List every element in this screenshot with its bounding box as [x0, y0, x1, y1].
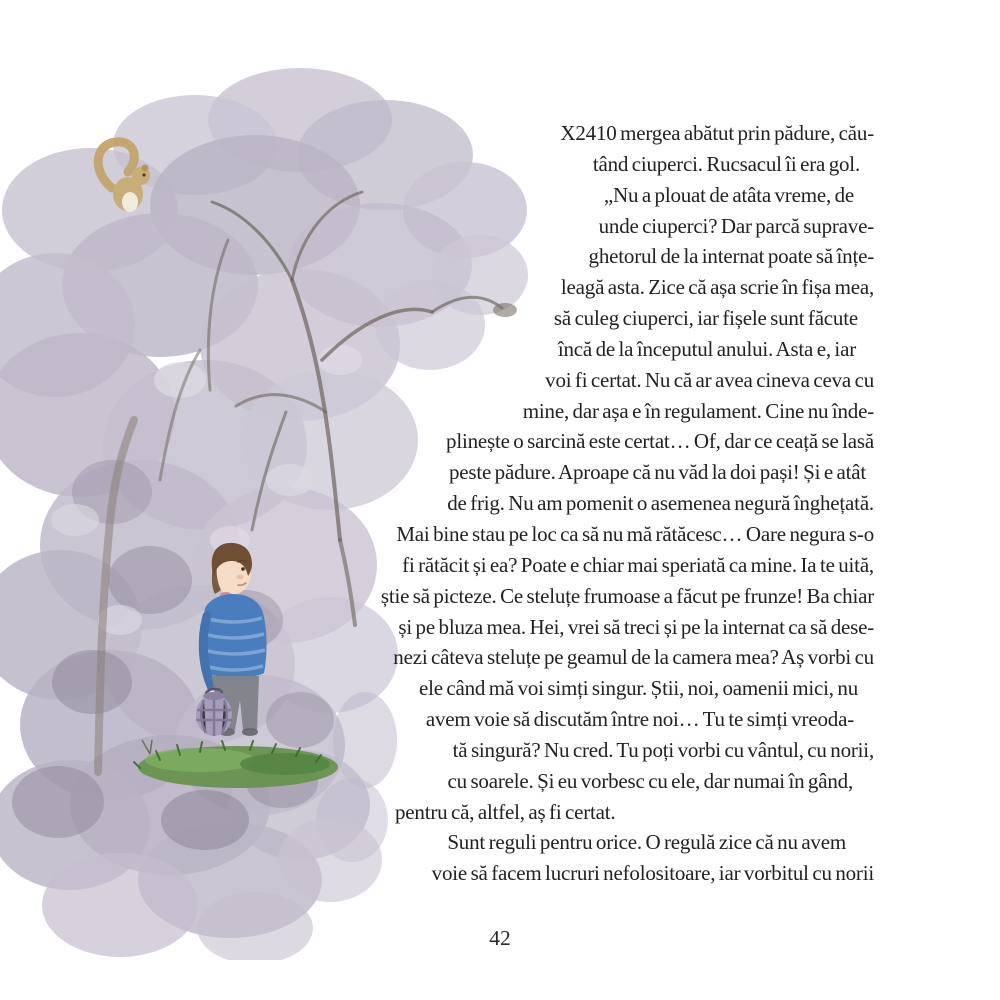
- story-line: ele când mă voi simți singur. Știi, noi, oamenii mici, nu: [418, 676, 858, 701]
- page-number: 42: [489, 926, 511, 950]
- story-line: Sunt reguli pentru orice. O regulă zice că nu avem: [447, 830, 846, 855]
- story-line: „Nu a plouat de atâta vreme, de: [603, 182, 854, 207]
- story-line: avem voie să discutăm între noi… Tu te simți vreoda-: [425, 707, 854, 732]
- story-line: nezi câteva steluțe pe geamul de la camera mea? Aș vorbi cu: [393, 645, 874, 670]
- story-line: voie să facem lucruri nefolositoare, iar vorbitul cu norii: [431, 861, 874, 886]
- story-line: voi fi certat. Nu că ar avea cineva ceva cu: [545, 367, 874, 392]
- story-line: Mai bine stau pe loc ca să nu mă rătăcesc… Oare negura s-o: [396, 521, 874, 546]
- story-line: de frig. Nu am pomenit o asemenea negură înghețată.: [447, 491, 874, 516]
- story-text-block: [62, 118, 874, 889]
- story-line: ghetorul de la internat poate să înțe-: [588, 244, 874, 269]
- story-line: leagă asta. Zice că așa scrie în fișa mea,: [560, 275, 874, 300]
- story-line: să culeg ciuperci, iar fișele sunt făcute: [553, 306, 858, 331]
- story-line: unde ciuperci? Dar parcă suprave-: [598, 213, 874, 238]
- story-line: cu soarele. Și eu vorbesc cu ele, dar numai în gând,: [447, 768, 853, 793]
- story-line: X2410 mergea abătut prin pădure, cău-: [560, 121, 874, 145]
- story-line: fi rătăcit și ea? Poate e chiar mai speriată ca mine. Ia te uită,: [402, 552, 874, 577]
- story-line: pentru că, altfel, aș fi certat.: [395, 799, 616, 824]
- story-line: tând ciuperci. Rucsacul îi era gol.: [592, 151, 860, 176]
- story-line: și pe bluza mea. Hei, vrei să treci și pe la internat ca să dese-: [398, 614, 874, 639]
- story-line: mine, dar așa e în regulament. Cine nu înde-: [522, 398, 874, 423]
- story-line: tă singură? Nu cred. Tu poți vorbi cu vântul, cu norii,: [452, 737, 874, 762]
- story-line: peste pădure. Aproape că nu văd la doi pași! Și e atât: [448, 460, 866, 485]
- story-line: știe să picteze. Ce steluțe frumoase a făcut pe frunze! Ba chiar: [380, 583, 874, 608]
- story-line: plinește o sarcină este certat… Of, dar ce ceață se lasă: [446, 429, 874, 454]
- story-line: încă de la începutul anului. Asta e, iar: [557, 336, 856, 361]
